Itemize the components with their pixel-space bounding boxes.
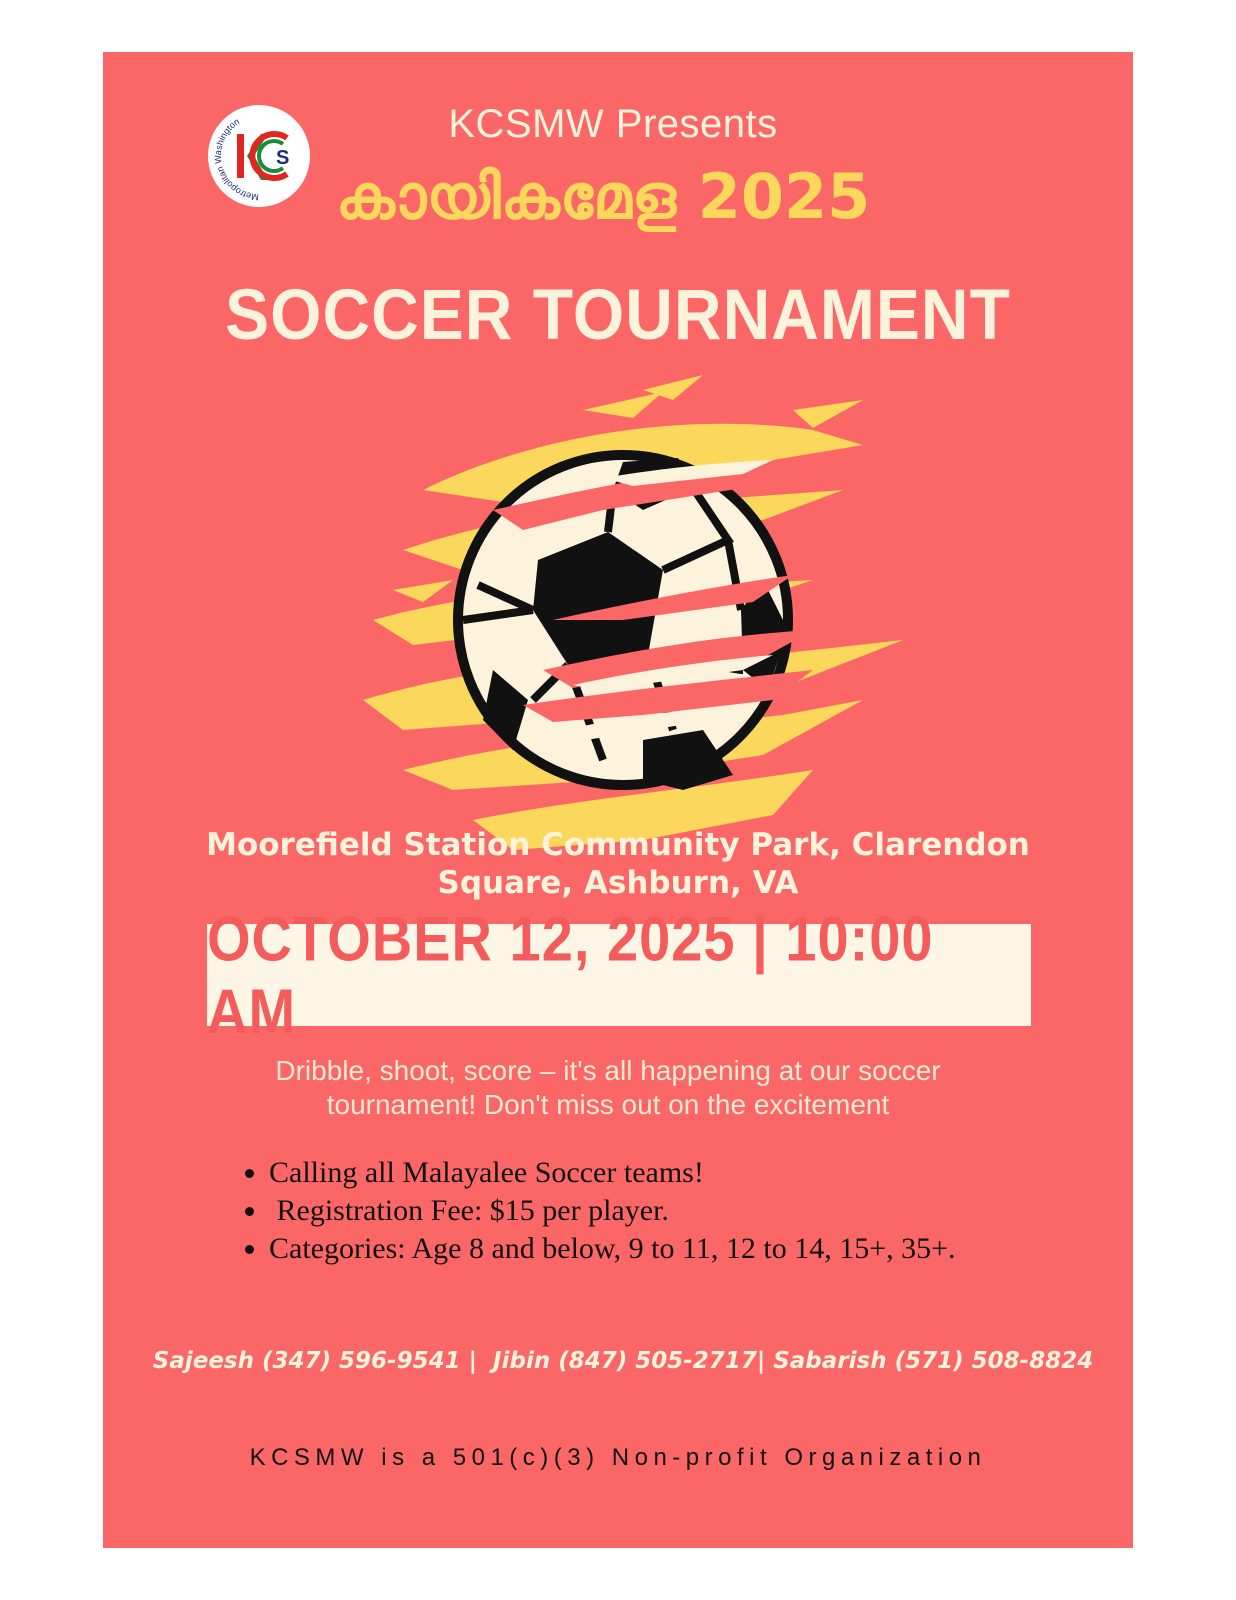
venue-line-2: Square, Ashburn, VA bbox=[437, 865, 799, 901]
list-item: • Registration Fee: $15 per player. bbox=[269, 1192, 1049, 1230]
tagline-line-2: tournament! Don't miss out on the excitement bbox=[326, 1089, 890, 1120]
presents-heading: KCSMW Presents bbox=[448, 102, 778, 146]
date-time-text: OCTOBER 12, 2025 | 10:00 AM bbox=[207, 903, 934, 1047]
tagline bbox=[193, 1054, 1023, 1122]
svg-text:S: S bbox=[276, 147, 290, 169]
soccer-ball-icon bbox=[343, 370, 903, 870]
date-time-banner bbox=[207, 903, 1031, 1047]
list-item: • Categories: Age 8 and below, 9 to 11, 12 to 14, 15+, 35+. bbox=[269, 1230, 1049, 1268]
tagline-line-1: Dribble, shoot, score – it's all happening at our soccer bbox=[275, 1055, 941, 1086]
venue-line-1: Moorefield Station Community Park, Clarendon bbox=[206, 827, 1030, 863]
malayalam-event-title: കായികമേള 2025 bbox=[335, 160, 871, 233]
list-item: • Calling all Malayalee Soccer teams! bbox=[269, 1154, 1049, 1192]
event-poster bbox=[103, 52, 1133, 1548]
logo-ring-text: Metropolitan Washington bbox=[212, 116, 260, 203]
venue-address bbox=[163, 826, 1073, 902]
details-list bbox=[243, 1154, 1049, 1268]
contact-numbers: Sajeesh (347) 596-9541 | Jibin (847) 505-2717| Sabarish (571) 508-8824 bbox=[152, 1348, 1094, 1374]
tournament-title: SOCCER TOURNAMENT bbox=[225, 274, 1011, 354]
nonprofit-footer: KCSMW is a 501(c)(3) Non-profit Organization bbox=[249, 1444, 987, 1471]
